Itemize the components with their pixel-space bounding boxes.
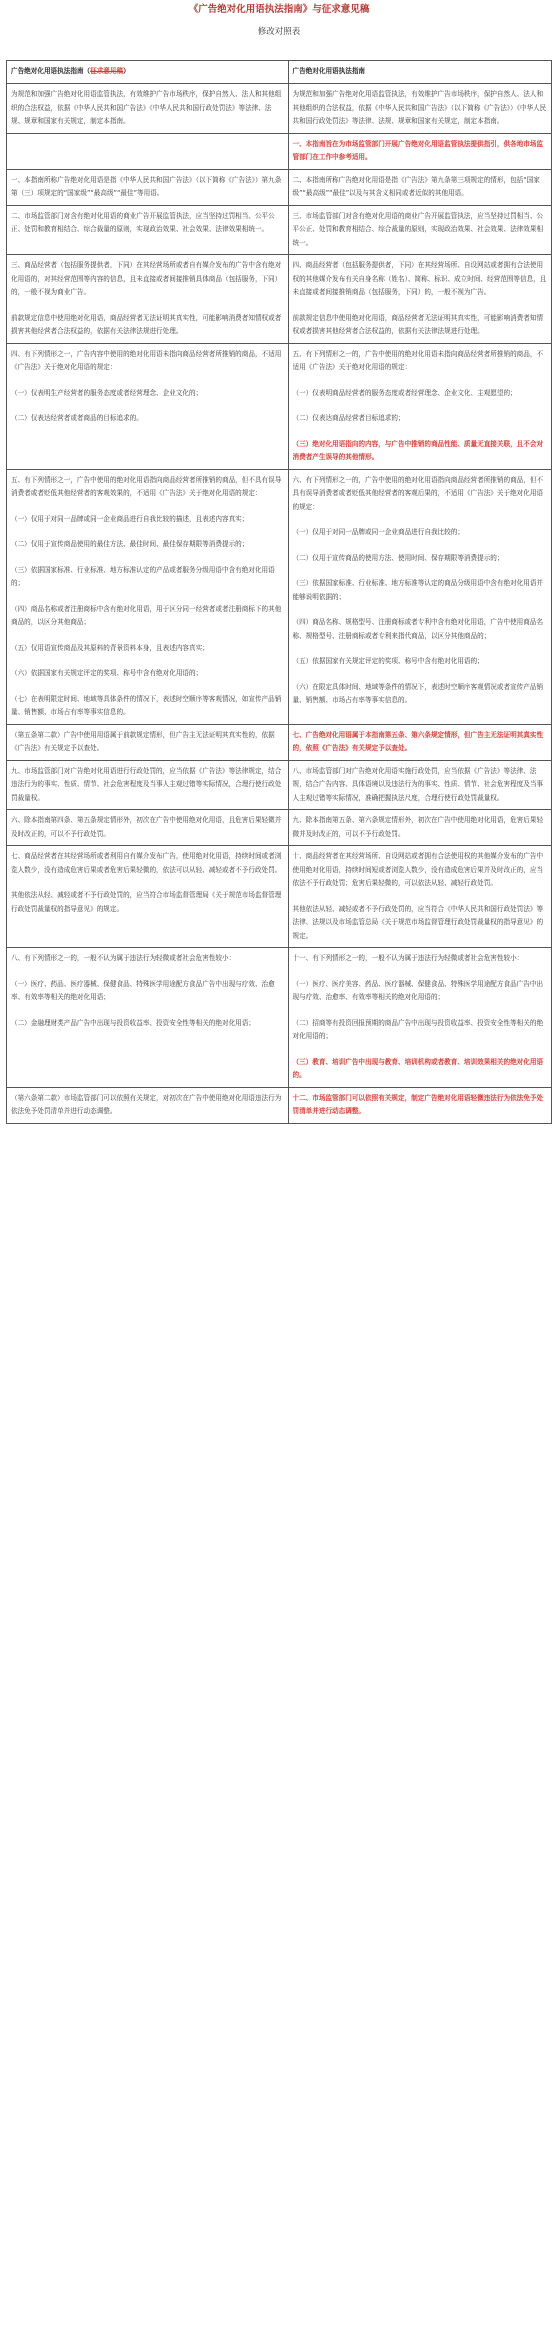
left-paragraph: （第五条第二款）广告中使用用语属于前款规定情形，但广告主无法证明其真实性的，依据《广告法》有关规定予以查处。 — [11, 730, 275, 752]
left-paragraph: （六）依据国家有关规定评定的奖项、称号中含有绝对化用语的； — [11, 669, 203, 677]
left-paragraph: （一）仅表明生产经营者的服务态度或者经营理念、企业文化的； — [11, 388, 203, 397]
right-paragraph: 九、除本指南第五条、第六条规定情形外，初次在广告中使用绝对化用语，危害后果轻微并及时改正的，可以不予行政处罚。 — [292, 816, 544, 838]
comparison-row — [7, 810, 552, 846]
comparison-row — [7, 724, 552, 760]
left-paragraph: 七、商品经营者在其经营场所或者利用自有媒介发布广告，使用绝对化用语，持续时间或者浏览人数少，没有造成危害后果或者危害后果轻微的，依法可以从轻、减轻或者不予行政处罚。 — [11, 852, 282, 874]
comparison-row — [7, 1087, 552, 1123]
left-header-text: 广告绝对化用语执法指南（ — [11, 67, 91, 75]
right-paragraph: 四、商品经营者（包括服务提供者，下同）在其经营场所、自设网站或者拥有合法使用权的其他媒介发布有关自身名称（姓名）、简称、标识、成立时间、经营范围等信息，且未直接或者间接推销商品（包括服务，下同）的，一般不视为广告。 — [292, 261, 547, 296]
right-paragraph: （三）教育、培训广告中出现与教育、培训机构或者教育、培训效果相关的绝对化用语的。 — [292, 1057, 544, 1079]
right-cell — [288, 469, 552, 724]
right-paragraph: （一）仅用于对同一品牌或同一企业商品进行自我比较的； — [292, 528, 464, 536]
left-cell — [7, 133, 289, 169]
right-paragraph: 三、市场监管部门对含有绝对化用语的商业广告开展监管执法，应当坚持过罚相当、公平公正、处罚和教育相结合、综合裁量的原则，实现政治效果、社会效果、法律效果相统一。 — [292, 211, 544, 247]
right-paragraph: （三）绝对化用语指向的内容，与广告中推销的商品性能、质量无直接关联，且不会对消费者产生误导的其他情形。 — [292, 439, 544, 461]
left-cell — [7, 255, 289, 344]
left-cell — [7, 846, 289, 948]
left-paragraph: （四）商品名称或者注册商标中含有绝对化用语，用于区分同一经营者或者注册商标下的其他商品的，以区分其他商品； — [11, 604, 282, 626]
right-paragraph: 六、有下列情形之一的，广告中使用的绝对化用语指向商品经营者所推销的商品，但不具有误导消费者或者贬低其他经营者的客观后果的，不适用《广告法》关于绝对化用语的规定： — [292, 475, 544, 511]
document-subtitle: 修改对照表 — [257, 27, 301, 37]
right-paragraph: （五）依据国家有关规定评定的奖项、称号中含有绝对化用语的； — [292, 657, 484, 665]
right-paragraph: （六）在限定具体时间、地域等条件的情况下，表述时空顺序客观情况或者宣传产品销量、销售额、市场占有率等事实信息的。 — [292, 682, 544, 704]
right-cell — [288, 1087, 552, 1123]
document-title: 《广告绝对化用语执法指南》与征求意见稿 — [188, 4, 370, 15]
right-paragraph: 一、本指南旨在为市场监管部门开展广告绝对化用语监管执法提供指引，供各地市场监管部门在工作中参考适用。 — [292, 139, 544, 161]
left-paragraph: （七）在表明限定时间、地域等具体条件的情况下，表述时空顺序等客观情况，如宣传产品销量、销售额、市场占有率等事实信息的。 — [11, 694, 282, 716]
comparison-row — [7, 205, 552, 255]
left-cell — [7, 724, 289, 760]
comparison-row — [7, 469, 552, 724]
left-cell — [7, 760, 289, 810]
comparison-row — [7, 343, 552, 469]
right-paragraph: 十二、市场监管部门可以依照有关规定，制定广告绝对化用语轻微违法行为依法免予处罚清单并进行动态调整。 — [292, 1093, 544, 1115]
left-cell — [7, 810, 289, 846]
right-paragraph: 二、本指南所称广告绝对化用语是指《广告法》第九条第三项规定的情形，包括“国家级”“最高级”“最佳”以及与其含义相同或者近似的其他用语。 — [292, 175, 540, 197]
right-cell — [288, 133, 552, 169]
left-paragraph: （一）仅用于对同一品牌或同一企业商品进行自我比较的描述，且表述内容真实； — [11, 514, 249, 523]
comparison-row — [7, 255, 552, 344]
comparison-table — [6, 60, 552, 1124]
comparison-row — [7, 169, 552, 205]
left-cell — [7, 84, 289, 134]
left-paragraph: （第六条第二款）市场监管部门可以依照有关规定，对初次在广告中使用绝对化用语违法行为依法免予处罚清单并进行动态调整。 — [11, 1093, 282, 1115]
left-column-header — [7, 61, 289, 84]
left-paragraph: 一、本指南所称广告绝对化用语是指《中华人民共和国广告法》（以下简称《广告法》）第九条第（三）项规定的“国家级”“最高级”“最佳”等用语。 — [11, 175, 282, 197]
right-paragraph: （二）招商等有投资回报预期的商品广告中出现与投资收益率、投资安全性等相关的绝对化用语的； — [292, 1018, 544, 1040]
right-paragraph: 为规范和加强广告绝对化用语监管执法，有效维护广告市场秩序，保护自然人、法人和其他组织的合法权益，依据《中华人民共和国广告法》（以下简称《广告法》）《中华人民共和国行政处罚法》等法律、法规、规章和国家有关规定，制定本指南。 — [292, 90, 547, 125]
right-paragraph: （一）仅表明商品经营者的服务态度或者经营理念、企业文化、主观愿望的； — [292, 388, 517, 397]
right-paragraph: 五、有下列情形之一的，广告中使用的绝对化用语未指向商品经营者所推销的商品，不适用《广告法》关于绝对化用语的规定： — [292, 349, 544, 371]
left-paragraph: 五、有下列情形之一，广告中使用的绝对化用语指向商品经营者所推销的商品，但不具有误导消费者或者贬低其他经营者的客观效果的，不适用《广告法》关于绝对化用语的规定： — [11, 475, 282, 497]
left-paragraph: （二）仅用于宣传商品使用的最佳方法、最佳时间、最佳保存期限等消费提示的； — [11, 540, 249, 548]
comparison-row — [7, 760, 552, 810]
left-paragraph: 九、市场监管部门对广告绝对化用语进行行政处罚的，应当依据《广告法》等法律规定，结合违法行为的事实、性质、情节、社会危害程度及当事人主观过错等实际情况，合理行使行政处罚裁量权。 — [11, 766, 282, 802]
right-paragraph: （四）商品名称、规格型号、注册商标或者专利中含有绝对化用语，广告中使用商品名称、规格型号、注册商标或者专利来指代商品，以区分其他商品的； — [292, 618, 544, 640]
left-cell — [7, 469, 289, 724]
right-cell — [288, 255, 552, 344]
right-cell — [288, 760, 552, 810]
right-column-header: 广告绝对化用语执法指南 — [288, 61, 552, 84]
right-cell — [288, 846, 552, 948]
left-cell — [7, 1087, 289, 1123]
right-cell — [288, 343, 552, 469]
right-paragraph: 其他依法从轻、减轻或者不予行政处罚的，应当符合《中华人民共和国行政处罚法》等法律、法规以及市场监管总局《关于规范市场监督管理行政处罚裁量权的指导意见》的规定。 — [292, 904, 544, 940]
right-paragraph: 八、市场监管部门对广告绝对化用语实施行政处罚，应当依据《广告法》等法律、法规，结合广告内容、具体语境以及违法行为的事实、性质、情节、社会危害程度及当事人主观过错等实际情况，准确把握执法尺度，合理行使行政处罚裁量权。 — [292, 766, 544, 802]
right-paragraph: （二）仅表达商品经营者目标追求的； — [292, 414, 405, 422]
right-paragraph: 七、广告绝对化用语属于本指南第五条、第六条规定情形，但广告主无法证明其真实性的，依照《广告法》有关规定予以查处。 — [292, 730, 544, 752]
left-paragraph: （二）金融理财类产品广告中出现与投资收益率、投资安全性等相关的绝对化用语； — [11, 1018, 255, 1027]
left-paragraph: 四、有下列情形之一，广告内容中使用的绝对化用语未指向商品经营者所推销的商品，不适用《广告法》关于绝对化用语的规定： — [11, 349, 282, 371]
right-cell — [288, 84, 552, 134]
left-paragraph: 为规范和加强广告绝对化用语监管执法，有效维护广告市场秩序，保护自然人、法人和其他组织的合法权益，依据《中华人民共和国广告法》《中华人民共和国行政处罚法》等法律、法规、规章和国家有关规定，制定本指南。 — [11, 90, 282, 125]
right-paragraph: （三）依据国家标准、行业标准、地方标准等认定的商品分级用语中含有绝对化用语并能够说明依据的； — [292, 579, 544, 601]
comparison-row — [7, 133, 552, 169]
right-cell — [288, 810, 552, 846]
comparison-row — [7, 846, 552, 948]
table-header-row — [7, 61, 552, 84]
right-paragraph: 十一、有下列情形之一的，一般不认为属于违法行为轻微或者社会危害性较小： — [292, 954, 524, 962]
comparison-row — [7, 84, 552, 134]
left-header-strike: 征求意见稿 — [90, 67, 124, 75]
left-paragraph: 六、除本指南第四条、第五条规定情形外，初次在广告中使用绝对化用语，且危害后果轻微并及时改正的，可以不予行政处罚。 — [11, 816, 282, 838]
right-cell — [288, 205, 552, 255]
left-paragraph: 其他依法从轻、减轻或者不予行政处罚的，应当符合市场监督管理局《关于规范市场监督管理行政处罚裁量权的指导意见》的规定。 — [11, 891, 282, 913]
right-cell — [288, 169, 552, 205]
left-paragraph: （二）仅表达经营者或者商品的目标追求的。 — [11, 414, 143, 422]
left-paragraph: 前款规定信息中使用绝对化用语，商品经营者无法证明其真实性，可能影响消费者知情权或者损害其他经营者合法权益的，依据有关法律法规进行处理。 — [11, 313, 282, 335]
left-cell — [7, 169, 289, 205]
right-paragraph: 十、商品经营者在其经营场所、自设网站或者拥有合法使用权的其他媒介发布的广告中使用绝对化用语，持续时间短或者浏览人数少，没有造成危害后果并及时改正的，应当依法不予行政处罚；危害后果轻微的，可以依法从轻、减轻行政处罚。 — [292, 852, 544, 887]
comparison-row — [7, 948, 552, 1088]
left-paragraph: （五）仅用语宣传商品及其原料的背景资料本身，且表述内容真实； — [11, 643, 209, 652]
left-paragraph: 三、商品经营者（包括服务提供者，下同）在其经营场所或者自有媒介发布的广告中含有绝对化用语的，对其经营范围等内容的信息，且未直接或者间接推销具体商品（包括服务，下同）的，一般不视为商业广告。 — [11, 261, 282, 296]
left-paragraph: （三）依据国家标准、行业标准、地方标准认定的产品或者服务分级用语中含有绝对化用语的； — [11, 565, 275, 587]
left-cell — [7, 205, 289, 255]
left-cell — [7, 343, 289, 469]
left-header-close: ） — [123, 67, 130, 75]
right-paragraph: （一）医疗、医疗美容、药品、医疗器械、保健食品、特殊医学用途配方食品广告中出现与疗效、治愈率、有效率等相关的绝对化用语的； — [292, 979, 544, 1001]
right-paragraph: 前款规定信息中使用绝对化用语，商品经营者无法证明其真实性，可能影响消费者知情权或者损害其他经营者合法权益的，依据有关法律法规进行处理。 — [292, 313, 544, 335]
left-paragraph: 八、有下列情形之一的，一般不认为属于违法行为轻微或者社会危害性较小： — [11, 954, 236, 962]
left-paragraph: 二、市场监管部门对含有绝对化用语的商业广告开展监管执法，应当坚持过罚相当、公平公正、处罚和教育相结合、综合裁量的原则，实现政治效果、社会效果、法律效果相统一。 — [11, 211, 275, 233]
right-paragraph: （二）仅用于宣传商品的使用方法、使用时间、保存期限等消费提示的； — [292, 553, 504, 562]
left-cell — [7, 948, 289, 1088]
left-paragraph: （一）医疗、药品、医疗器械、保健食品、特殊医学用途配方食品广告中出现与疗效、治愈率、有效率等相关的绝对化用语； — [11, 979, 275, 1001]
right-cell — [288, 948, 552, 1088]
right-cell — [288, 724, 552, 760]
